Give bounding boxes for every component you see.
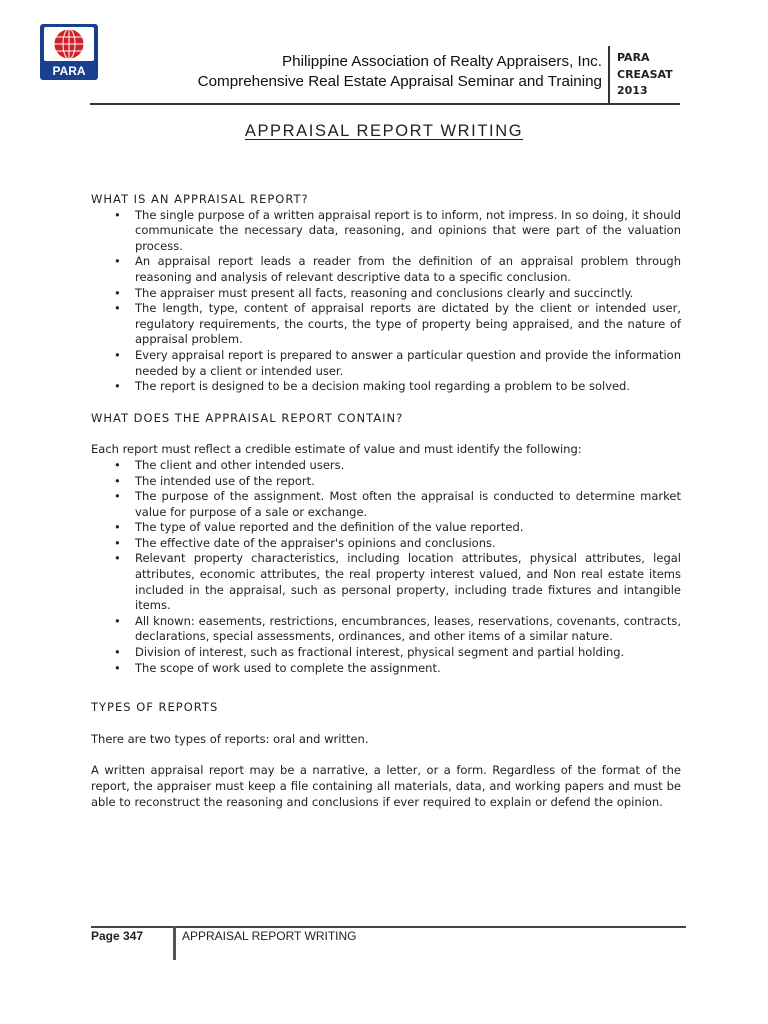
footer-rule: [91, 926, 686, 928]
list-item: • The client and other intended users.: [135, 458, 681, 474]
list-item: • The intended use of the report.: [135, 474, 681, 490]
page-header: [0, 0, 768, 110]
footer-divider: [173, 926, 176, 960]
list-item: • The purpose of the assignment. Most often the appraisal is conducted to determine market value for purpose of a sale or exchange.: [135, 489, 681, 520]
document-title: APPRAISAL REPORT WRITING: [244, 122, 524, 140]
paragraph: A written appraisal report may be a narrative, a letter, or a form. Regardless of the format of the report, the appraiser must keep a file containing all materials, data, and working papers and must be able to reconstruct the reasoning and conclusions if ever required to explain or defend the opinion.: [91, 763, 681, 809]
org-subtitle: Comprehensive Real Estate Appraisal Seminar and Training: [197, 73, 602, 90]
tag-line: CREASAT: [617, 67, 673, 81]
list-item: • Division of interest, such as fractional interest, physical segment and partial holding.: [135, 645, 681, 661]
footer-title: APPRAISAL REPORT WRITING: [182, 929, 357, 943]
list-item: • An appraisal report leads a reader from the definition of an appraisal problem through reasoning and analysis of relevant descriptive data to a specific conclusion.: [135, 254, 681, 285]
header-divider: [608, 46, 610, 104]
section-heading: WHAT DOES THE APPRAISAL REPORT CONTAIN?: [91, 410, 404, 425]
list-item: • Every appraisal report is prepared to answer a particular question and provide the information needed by a client or intended user.: [135, 348, 681, 379]
org-name: Philippine Association of Realty Appraisers, Inc.: [282, 53, 602, 70]
org-titles: [160, 52, 602, 92]
section-heading: WHAT IS AN APPRAISAL REPORT?: [91, 192, 309, 206]
tag-line: 2013: [617, 84, 648, 97]
logo-text: PARA: [52, 64, 86, 78]
document-body: [91, 192, 681, 810]
paragraph: There are two types of reports: oral and written.: [91, 731, 369, 746]
header-tag: [617, 50, 673, 100]
list-item: • The single purpose of a written appraisal report is to inform, not impress. In so doing, it should communicate the necessary data, reasoning, and opinions that were part of the valuation process.: [135, 208, 681, 255]
list-item: • The length, type, content of appraisal reports are dictated by the client or intended user, regulatory requirements, the courts, the type of property being appraised, and the nature of appraisal problem.: [135, 301, 681, 348]
list-item: • Relevant property characteristics, including location attributes, physical attributes, legal attributes, economic attributes, the real property interest valued, and Non real estate items included in the appraisal, such as personal property, including trade fixtures and intangible items.: [135, 551, 681, 613]
section-heading: TYPES OF REPORTS: [91, 700, 219, 715]
list-item: • All known: easements, restrictions, encumbrances, leases, reservations, covenants, contracts, declarations, special assessments, ordinances, and other items of a similar nature.: [135, 614, 681, 645]
tag-line: PARA: [617, 51, 650, 64]
list-item: • The appraiser must present all facts, reasoning and conclusions clearly and succinctly.: [135, 286, 681, 302]
list-item: • The scope of work used to complete the assignment.: [135, 661, 681, 677]
bullet-list: [91, 458, 681, 676]
list-item: • The effective date of the appraiser's opinions and conclusions.: [135, 536, 681, 552]
list-item: • The type of value reported and the definition of the value reported.: [135, 520, 681, 536]
header-rule: [90, 103, 680, 105]
bullet-list: [91, 208, 681, 395]
para-logo: [40, 24, 98, 80]
page-number: Page 347: [91, 929, 144, 943]
list-item: • The report is designed to be a decision making tool regarding a problem to be solved.: [135, 379, 681, 395]
paragraph: Each report must reflect a credible estimate of value and must identify the following:: [91, 442, 582, 457]
